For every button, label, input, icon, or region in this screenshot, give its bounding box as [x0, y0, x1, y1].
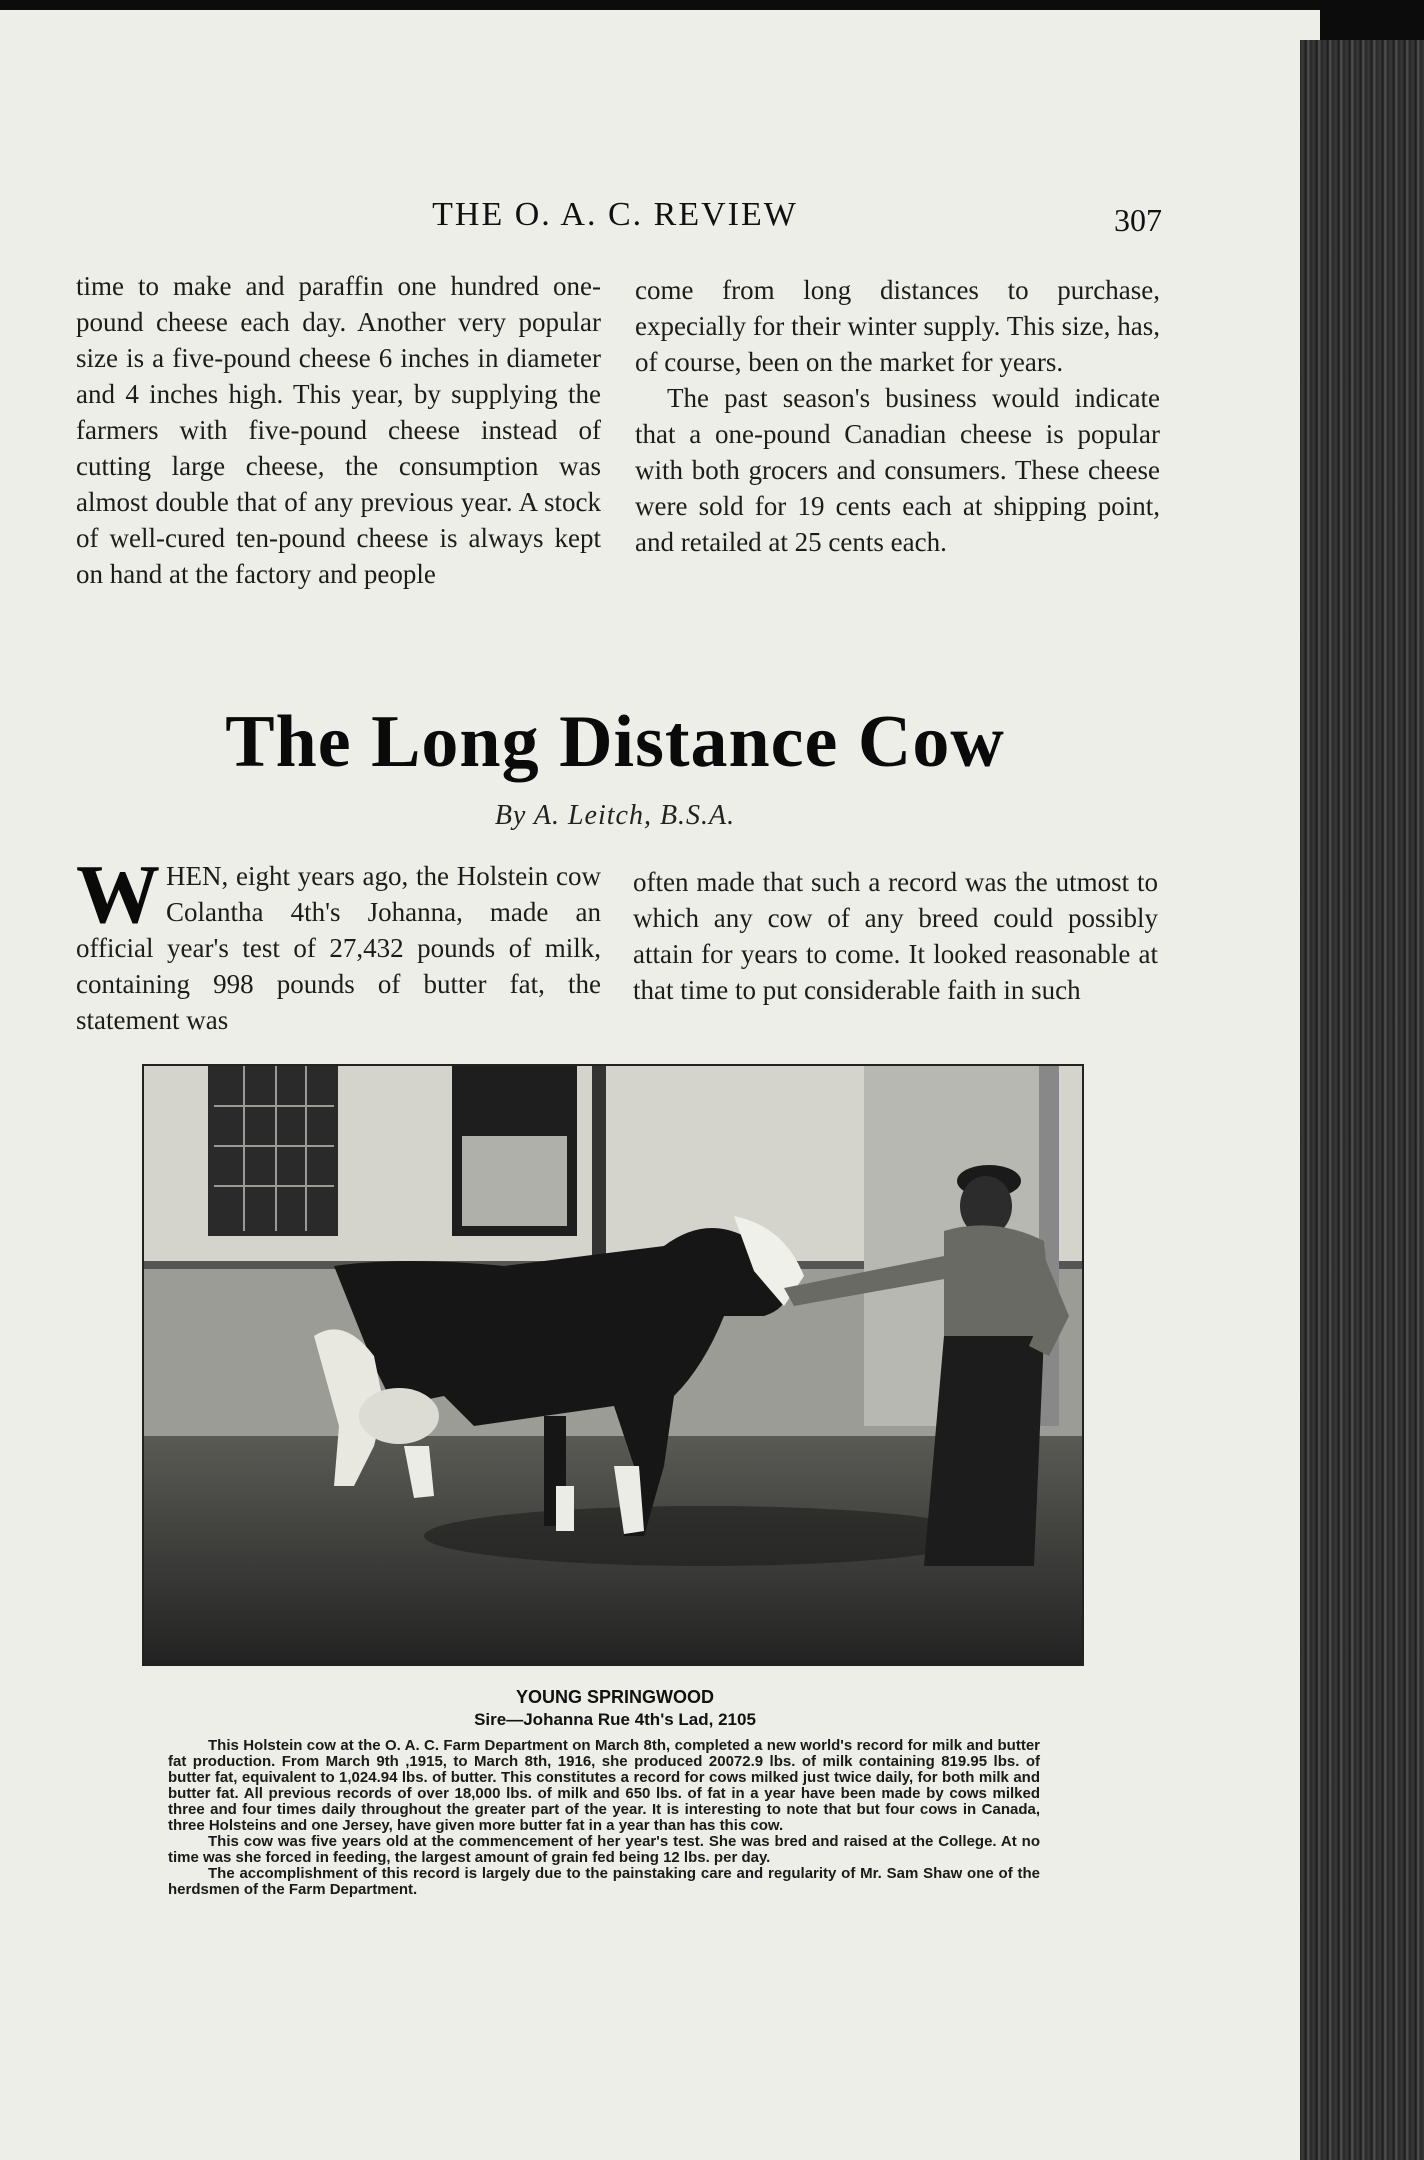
journal-page [0, 10, 1320, 2160]
journal-title: THE O. A. C. REVIEW [432, 196, 798, 233]
book-page-edges [1300, 40, 1424, 2160]
paragraph-text: HEN, eight years ago, the Holstein cow Colantha 4th's Johanna, made an official year's test of 27,432 pounds of milk, containing 998 pounds of butter fat, the statement was [76, 861, 601, 1035]
article-left-column [76, 848, 601, 1038]
figure-title: YOUNG SPRINGWOOD [515, 1687, 714, 1707]
cow-photograph [142, 1064, 1084, 1666]
article-byline: By A. Leitch, B.S.A. [494, 800, 736, 831]
continued-text-right-column [635, 272, 1160, 560]
barn-window [208, 1066, 338, 1236]
caption-paragraph: This Holstein cow at the O. A. C. Farm Department on March 8th, completed a new world's record for milk and butter fat production. From March 9th ,1915, to March 8th, 1916, she produced 20072.9 lbs. of milk containing 819.95 lbs. of butter fat, equivalent to 1,024.94 lbs. of butter. This constitutes a record for cows milked just twice daily, for both milk and butter fat. All previous records of over 18,000 lbs. of milk and 650 lbs. of fat in a year have been made by cows milked three and four times daily throughout the greater part of the year. It is interesting to note that but four cows in Canada, three Holsteins and one Jersey, have given more butter fat in a year than has this cow. [168, 1737, 1040, 1834]
caption-paragraph: The accomplishment of this record is largely due to the painstaking care and regularity of Mr. Sam Shaw one of the herdsmen of the Farm Department. [168, 1865, 1040, 1898]
page-number: 307 [1114, 202, 1162, 238]
paragraph [76, 848, 601, 1038]
paragraph: time to make and paraffin one hundred one-pound cheese each day. Another very popular size is a five-pound cheese 6 inches in diameter and 4 inches high. This year, by supplying the farmers with five-pound cheese instead of cutting large cheese, the consumption was almost double that of any previous year. A stock of well-cured ten-pound cheese is always kept on hand at the factory and people [76, 271, 601, 589]
paragraph: often made that such a record was the utmost to which any cow of any breed could possibly attain for years to come. It looked reasonable at that time to put considerable faith in such [633, 867, 1158, 1005]
article-title: The Long Distance Cow [225, 701, 1005, 783]
paragraph: come from long distances to purchase, expecially for their winter supply. This size, has, of course, been on the market for years. [635, 275, 1160, 377]
drop-cap: W [76, 848, 160, 941]
caption-paragraph: This cow was five years old at the commencement of her year's test. She was bred and raised at the College. At no time was she forced in feeding, the largest amount of grain fed being 12 lbs. per day. [168, 1833, 1040, 1866]
continued-text-left-column [76, 268, 601, 592]
article-right-column [633, 864, 1158, 1008]
paragraph: The past season's business would indicate that a one-pound Canadian cheese is popular with both grocers and consumers. These cheese were sold for 19 cents each at shipping point, and retailed at 25 cents each. [635, 383, 1160, 557]
figure-caption [168, 1738, 1040, 1898]
figure-sire: Sire—Johanna Rue 4th's Lad, 2105 [474, 1710, 756, 1729]
